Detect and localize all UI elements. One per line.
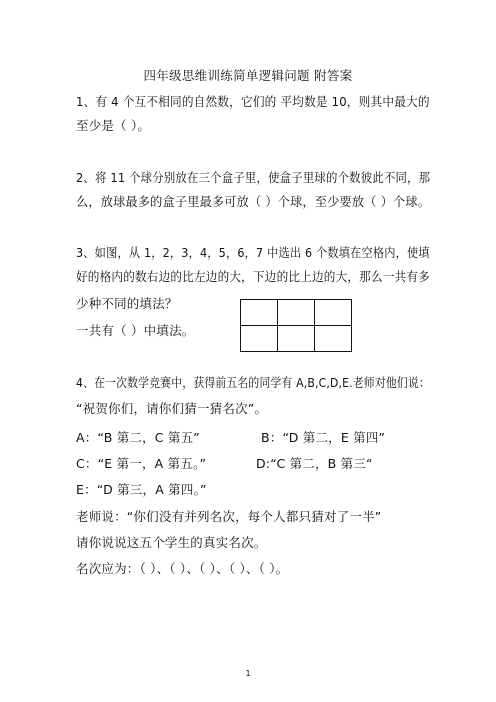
- grid-row: [241, 326, 352, 352]
- q2-line-1: 2、将 11 个球分别放在三个盒子里，使盒子里球的个数彼此不同，那: [76, 170, 431, 185]
- number-grid: [240, 299, 352, 352]
- q4-teacher: 老师说：“你们没有并列名次，每个人都只猜对了一半”: [76, 509, 382, 524]
- q4-guess-e: E：“D 第三，A 第四。”: [76, 482, 207, 497]
- grid-cell: [241, 300, 278, 326]
- q4-line-1: 4、在一次数学竞赛中，获得前五名的同学有 A,B,C,D,E.老师对他们说：: [76, 375, 430, 390]
- q4-guess-a: A：“B 第二，C 第五”: [76, 430, 200, 445]
- q4-guess-b: B：“D 第二，E 第四”: [261, 430, 386, 445]
- q3-line-4: 一共有（ ）中填法。: [76, 323, 195, 338]
- page-number: 1: [245, 669, 251, 678]
- page-title: 四年级思维训练简单逻辑问题 附答案: [143, 68, 353, 83]
- q4-guess-d: D:“C 第二，B 第三“: [256, 456, 373, 471]
- grid-cell: [315, 300, 352, 326]
- q3-line-1: 3、如图，从 1，2，3，4，5，6，7 中选出 6 个数填在空格内，使填: [76, 245, 430, 260]
- grid-row: [241, 300, 352, 326]
- grid-cell: [315, 326, 352, 352]
- grid-cell: [278, 326, 315, 352]
- q4-ask: 请你说说这五个学生的真实名次。: [76, 535, 267, 550]
- q1-line-2: 至少是（ ）。: [76, 118, 151, 133]
- q3-line-2: 好的格内的数右边的比左边的大，下边的比上边的大，那么一共有多: [76, 269, 430, 284]
- q1-line-1: 1、有 4 个互不相同的自然数，它们的 平均数是 10，则其中最大的: [76, 94, 430, 109]
- q4-line-2: “祝贺你们，请你们猜一猜名次”。: [76, 401, 268, 416]
- q4-answer: 名次应为：（ ）、（ ）、（ ）、（ ）、（ ）。: [76, 561, 289, 576]
- q3-line-3: 少种不同的填法？: [76, 296, 178, 311]
- grid-cell: [241, 326, 278, 352]
- q4-guess-c: C：“E 第一，A 第五。”: [76, 456, 207, 471]
- q2-line-2: 么，放球最多的盒子里最多可放（ ）个球，至少要放（ ）个球。: [76, 194, 431, 209]
- grid-cell: [278, 300, 315, 326]
